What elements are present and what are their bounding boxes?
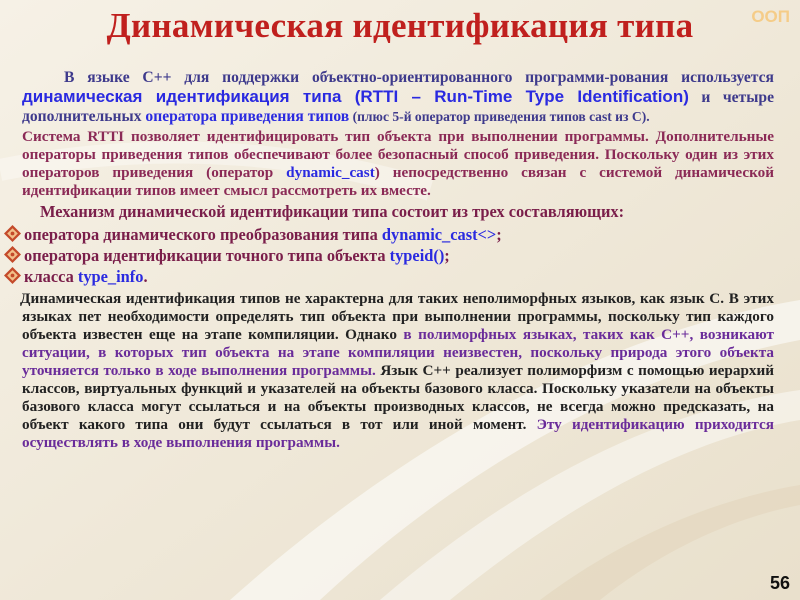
rtti-text-1: Система RTTI позволяет идентифицировать тип объекта при выполнении программы. Дополнительные операторы приведения типов обеспечивают более безопасный способ приведения. Поскольку один из этих операторов приведения (оператор	[22, 128, 774, 181]
list-item-end: ;	[496, 225, 502, 244]
polymorphism-paragraph	[22, 290, 774, 452]
intro-note: (плюс 5-й оператор приведения типов cast из С).	[349, 109, 650, 124]
intro-text-3: и четыре дополнительных	[22, 89, 774, 125]
poly-text-3: Язык С++ реализует полиморфизм с помощью иерархий классов, виртуальных функций и указателей на объекты базового класса. Поскольку указатели на объекты базового класса могут ссылаться и на объекты производных классов, не всегда можно предсказать, на объект какого типа они будут ссылаться в тот или иной момент.	[22, 362, 774, 433]
slide-title: Динамическая идентификация типа	[106, 6, 694, 45]
list-item-code: type_info	[77, 267, 144, 286]
poly-highlight-2: Эту идентификацию приходится осуществлять в ходе выполнения программы.	[22, 416, 774, 451]
dynamic-cast-term: dynamic_cast	[286, 164, 375, 181]
slide-body	[22, 68, 774, 452]
intro-paragraph	[22, 68, 774, 126]
list-item	[4, 266, 774, 287]
cast-operators-term: оператора приведения типов	[145, 108, 350, 125]
diamond-bullet-icon	[4, 225, 21, 242]
rtti-text-3: ) непосредственно связан с системой динамической идентификации типов имеет смысл рассмотреть их вместе.	[22, 164, 774, 199]
list-item-text: оператора динамического преобразования типа	[24, 225, 382, 244]
intro-text-1: В языке С++ для поддержки объектно-ориентированного программи-рования используется	[64, 69, 774, 86]
list-item	[4, 245, 774, 266]
list-item-end: .	[143, 267, 148, 286]
rtti-term: динамическая идентификация типа (RTTI – Run-Time Type Identification)	[22, 87, 689, 106]
list-item	[4, 224, 774, 245]
page-number: 56	[769, 573, 790, 593]
list-item-code: dynamic_cast<>	[381, 225, 497, 244]
components-list	[4, 224, 774, 287]
course-tag: ООП	[751, 7, 790, 26]
poly-highlight-1: в полиморфных языках, таких как С++, возникают ситуации, в которых тип объекта на этапе компиляции неизвестен, поскольку природа этого объекта уточняется только в ходе выполнения программы.	[22, 326, 774, 379]
list-item-text: оператора идентификации точного типа объекта	[24, 246, 390, 265]
mechanism-paragraph: Механизм динамической идентификации типа состоит из трех составляющих:	[40, 202, 625, 221]
diamond-bullet-icon	[4, 246, 21, 263]
poly-text-1: Динамическая идентификация типов не характерна для таких неполиморфных языков, как язык С. В этих языках пет необходимости определять тип объекта при выполнении программы, поскольку тип каждого объекта известен еще на этапе компиляции. Однако	[20, 290, 774, 343]
list-item-code: typeid()	[389, 246, 445, 265]
rtti-paragraph	[22, 128, 774, 200]
list-item-text: класса	[24, 267, 78, 286]
list-item-end: ;	[444, 246, 450, 265]
diamond-bullet-icon	[4, 267, 21, 284]
